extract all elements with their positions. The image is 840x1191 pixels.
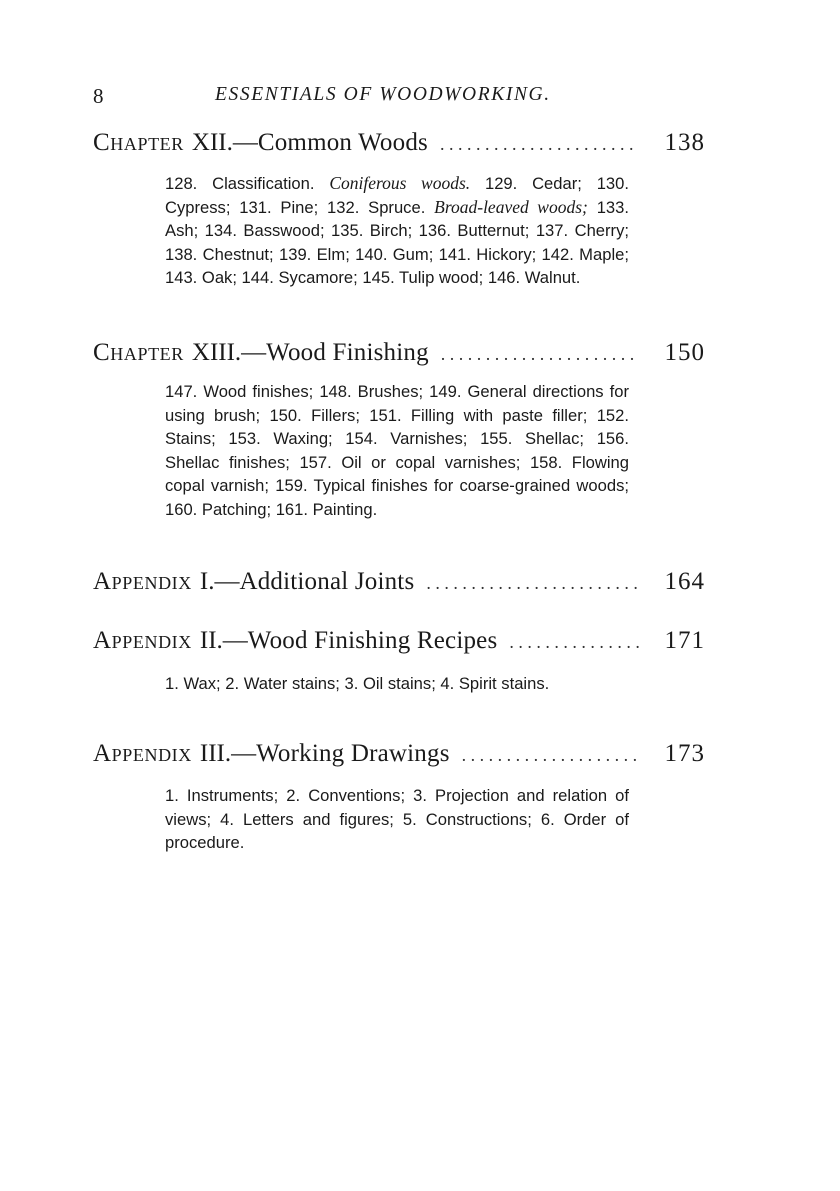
- entry-number: I.: [199, 568, 215, 595]
- entry-label: Chapter: [93, 339, 184, 366]
- italic-subheading: Broad-leaved woods;: [434, 196, 588, 217]
- entry-page-number: 150: [664, 339, 705, 366]
- dot-leader: [441, 344, 639, 365]
- entry-label: Chapter: [93, 129, 184, 156]
- running-head: [93, 84, 693, 112]
- contents-text: 147. Wood finishes; 148. Brushes; 149. General directions for using brush; 150. Fillers; 151. Filling with paste filler; 152. Stains; 153. Waxing; 154. Varnishes; 155. Shellac; 156. Shellac finishes; 157. Oil or copal varnishes; 158. Flowing copal varnish; 159. Typical finishes for coarse-grained woods; 160. Patching; 161. Painting.: [165, 382, 629, 519]
- entry-page-number: 173: [664, 740, 705, 767]
- entry-contents: [165, 380, 629, 522]
- page-number: 8: [93, 84, 104, 108]
- entry-title: Additional Joints: [239, 568, 415, 595]
- entry-title: Wood Finishing: [266, 339, 429, 366]
- contents-text: 1. Wax; 2. Water stains; 3. Oil stains; 4. Spirit stains.: [165, 674, 550, 693]
- dot-leader: [426, 573, 639, 594]
- entry-title: Wood Finishing Recipes: [247, 627, 498, 654]
- dot-leader: [440, 134, 639, 155]
- entry-contents: [165, 672, 629, 696]
- toc-entry-heading: [93, 339, 705, 373]
- dot-leader: [509, 632, 639, 653]
- toc-entry-heading: [93, 568, 705, 602]
- entry-number: III.: [199, 740, 232, 767]
- contents-text: 133. Ash; 134. Basswood; 135. Birch; 136. Butternut; 137. Cherry; 138. Chestnut; 139. Elm; 140. Gum; 141. Hickory; 142. Maple; 143. Oak; 144. Sycamore; 145. Tulip wood; 146. Walnut.: [165, 197, 629, 288]
- entry-contents: [165, 172, 629, 290]
- entry-page-number: 164: [664, 568, 705, 595]
- book-title: ESSENTIALS OF WOODWORKING.: [215, 84, 551, 105]
- dot-leader: [462, 745, 639, 766]
- toc-entry-heading: [93, 740, 705, 774]
- entry-title: Working Drawings: [256, 740, 450, 767]
- em-dash: —: [231, 740, 257, 767]
- entry-page-number: 138: [664, 129, 705, 156]
- contents-text: 1. Instruments; 2. Conventions; 3. Projection and relation of views; 4. Letters and figures; 5. Constructions; 6. Order of procedure.: [165, 786, 629, 853]
- entry-number: XII.: [191, 129, 233, 156]
- entry-contents: [165, 784, 629, 855]
- entry-title: Common Woods: [257, 129, 428, 156]
- entry-page-number: 171: [664, 627, 705, 654]
- entry-label: Appendix: [93, 568, 192, 595]
- entry-number: II.: [199, 627, 223, 654]
- toc-entry-heading: [93, 627, 705, 661]
- em-dash: —: [214, 568, 240, 595]
- contents-text: 129. Cedar; 130. Cypress; 131. Pine; 132. Spruce.: [165, 174, 629, 217]
- em-dash: —: [241, 339, 267, 366]
- entry-number: XIII.: [191, 339, 242, 366]
- entry-label: Appendix: [93, 627, 192, 654]
- contents-text: 128. Classification.: [165, 174, 330, 193]
- toc-entry-heading: [93, 129, 705, 163]
- em-dash: —: [222, 627, 248, 654]
- entry-label: Appendix: [93, 740, 192, 767]
- em-dash: —: [232, 129, 258, 156]
- italic-subheading: Coniferous woods.: [329, 173, 471, 193]
